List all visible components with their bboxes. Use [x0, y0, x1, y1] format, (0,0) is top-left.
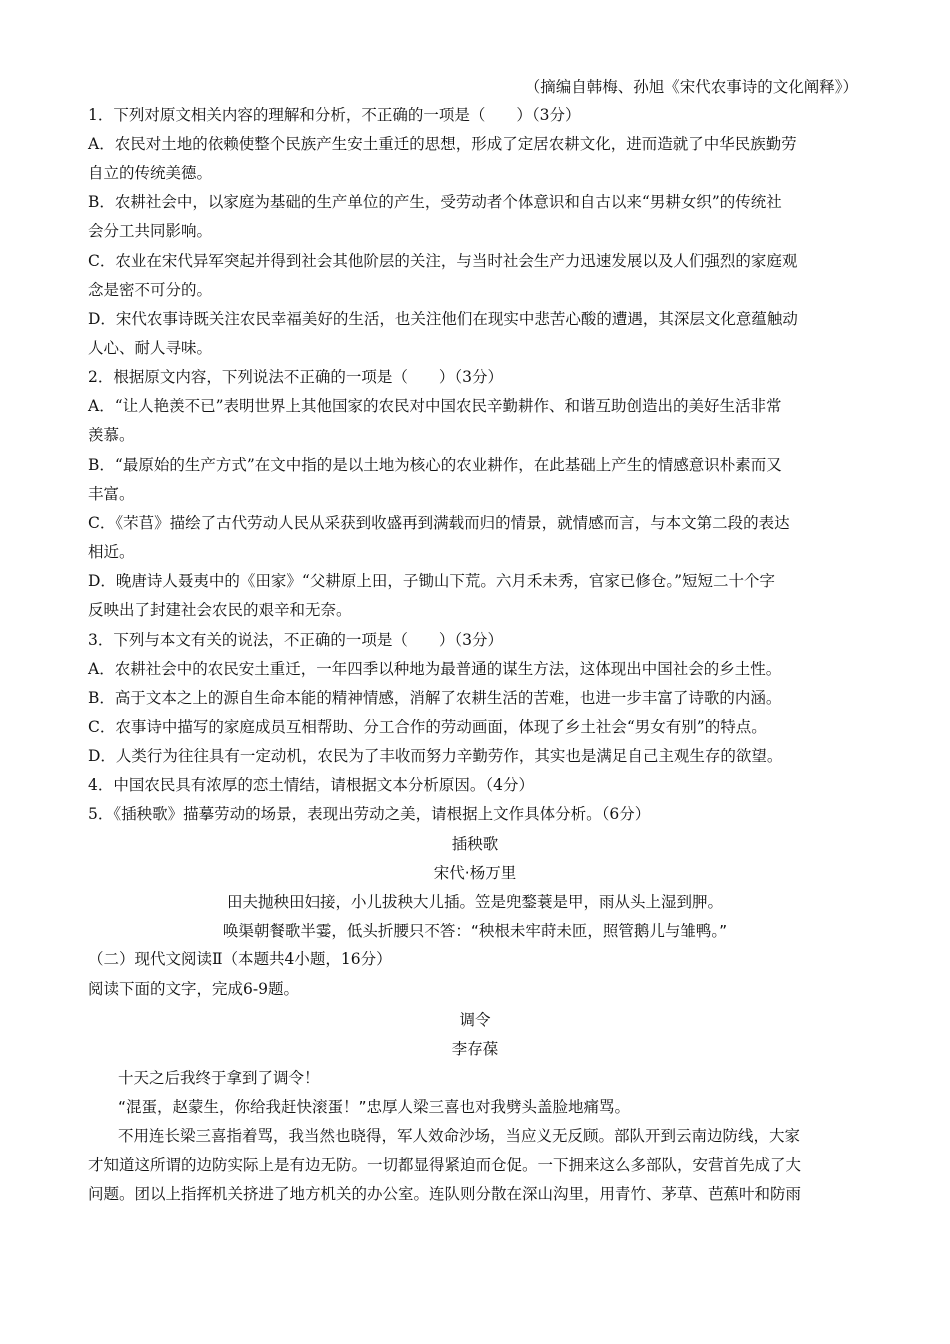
q2-option-c-cont: 相近。: [88, 543, 135, 561]
question-1: 1．下列对原文相关内容的理解和分析，不正确的一项是（ ）（3分）: [88, 106, 581, 124]
section-heading: （二）现代文阅读Ⅱ（本题共4小题，16分）: [88, 950, 392, 968]
story-author: 李存葆: [451, 1040, 499, 1058]
q1-option-a: A．农民对土地的依赖使整个民族产生安土重迁的思想，形成了定居农耕文化，进而造就了中华民族勤劳: [88, 135, 797, 153]
question-3: 3．下列与本文有关的说法，不正确的一项是（ ）（3分）: [88, 631, 503, 649]
q1-option-d-cont: 人心、耐人寻味。: [88, 339, 213, 357]
section-instruction: 阅读下面的文字，完成6-9题。: [88, 980, 299, 998]
q1-option-b-cont: 会分工共同影响。: [88, 222, 213, 240]
poem-title: 插秧歌: [451, 835, 499, 853]
q3-option-d: D．人类行为往往具有一定动机，农民为了丰收而努力辛勤劳作，其实也是满足自己主观生存的欲望。: [88, 747, 783, 765]
story-paragraph-2: “混蛋，赵蒙生，你给我赶快滚蛋！”忠厚人梁三喜也对我劈头盖脸地痛骂。: [118, 1098, 631, 1116]
poem-line-1: 田夫抛秧田妇接，小儿拔秧大儿插。笠是兜鍪蓑是甲，雨从头上湿到胛。: [226, 893, 723, 911]
source-citation: （摘编自韩梅、孙旭《宋代农事诗的文化阐释》）: [524, 78, 858, 96]
q2-option-a: A．“让人艳羡不已”表明世界上其他国家的农民对中国农民辛勤耕作、和谐互助创造出的美好生活非常: [88, 397, 782, 415]
q2-option-b-cont: 丰富。: [88, 485, 135, 503]
q1-option-c: C．农业在宋代异军突起并得到社会其他阶层的关注，与当时社会生产力迅速发展以及人们强烈的家庭观: [88, 252, 798, 270]
q1-option-b: B．农耕社会中，以家庭为基础的生产单位的产生，受劳动者个体意识和自古以来“男耕女织”的传统社: [88, 193, 782, 211]
q2-option-d: D．晚唐诗人聂夷中的《田家》“父耕原上田，子锄山下荒。六月禾未秀，官家已修仓。”短短二十个字: [88, 572, 776, 590]
story-paragraph-1: 十天之后我终于拿到了调令！: [118, 1069, 320, 1087]
story-paragraph-3-cont-2: 问题。团以上指挥机关挤进了地方机关的办公室。连队则分散在深山沟里，用青竹、茅草、芭蕉叶和防雨: [88, 1185, 802, 1203]
q1-option-d: D．宋代农事诗既关注农民幸福美好的生活，也关注他们在现实中悲苦心酸的遭遇，其深层文化意蕴触动: [88, 310, 798, 328]
q2-option-d-cont: 反映出了封建社会农民的艰辛和无奈。: [88, 601, 352, 619]
q3-option-a: A．农耕社会中的农民安土重迁，一年四季以种地为最普通的谋生方法，这体现出中国社会的乡土性。: [88, 660, 782, 678]
q2-option-b: B．“最原始的生产方式”在文中指的是以土地为核心的农业耕作，在此基础上产生的情感意识朴素而又: [88, 456, 782, 474]
q1-option-c-cont: 念是密不可分的。: [88, 281, 213, 299]
q3-option-b: B．高于文本之上的源自生命本能的精神情感，消解了农耕生活的苦难，也进一步丰富了诗歌的内涵。: [88, 689, 782, 707]
question-4: 4．中国农民具有浓厚的恋土情结，请根据文本分析原因。（4分）: [88, 776, 534, 794]
story-paragraph-3: 不用连长梁三喜指着骂，我当然也晓得，军人效命沙场，当应义无反顾。部队开到云南边防线，大家: [118, 1127, 801, 1145]
poem-author: 宋代·杨万里: [433, 864, 517, 882]
story-title: 调令: [459, 1011, 491, 1029]
q3-option-c: C．农事诗中描写的家庭成员互相帮助、分工合作的劳动画面，体现了乡土社会“男女有别”的特点。: [88, 718, 767, 736]
q2-option-a-cont: 羡慕。: [88, 426, 135, 444]
story-paragraph-3-cont-1: 才知道这所谓的边防实际上是有边无防。一切都显得紧迫而仓促。一下拥来这么多部队，安营首先成了大: [88, 1156, 802, 1174]
question-2: 2．根据原文内容，下列说法不正确的一项是（ ）（3分）: [88, 368, 503, 386]
q1-option-a-cont: 自立的传统美德。: [88, 164, 213, 182]
poem-line-2: 唤渠朝餐歌半霎，低头折腰只不答：“秧根未牢莳未匝，照管鹅儿与雏鸭。”: [222, 922, 728, 940]
q2-option-c: C．《芣苢》描绘了古代劳动人民从采获到收盛再到满载而归的情景，就情感而言，与本文第二段的表达: [88, 514, 790, 532]
question-5: 5．《插秧歌》描摹劳动的场景，表现出劳动之美，请根据上文作具体分析。（6分）: [88, 805, 651, 823]
